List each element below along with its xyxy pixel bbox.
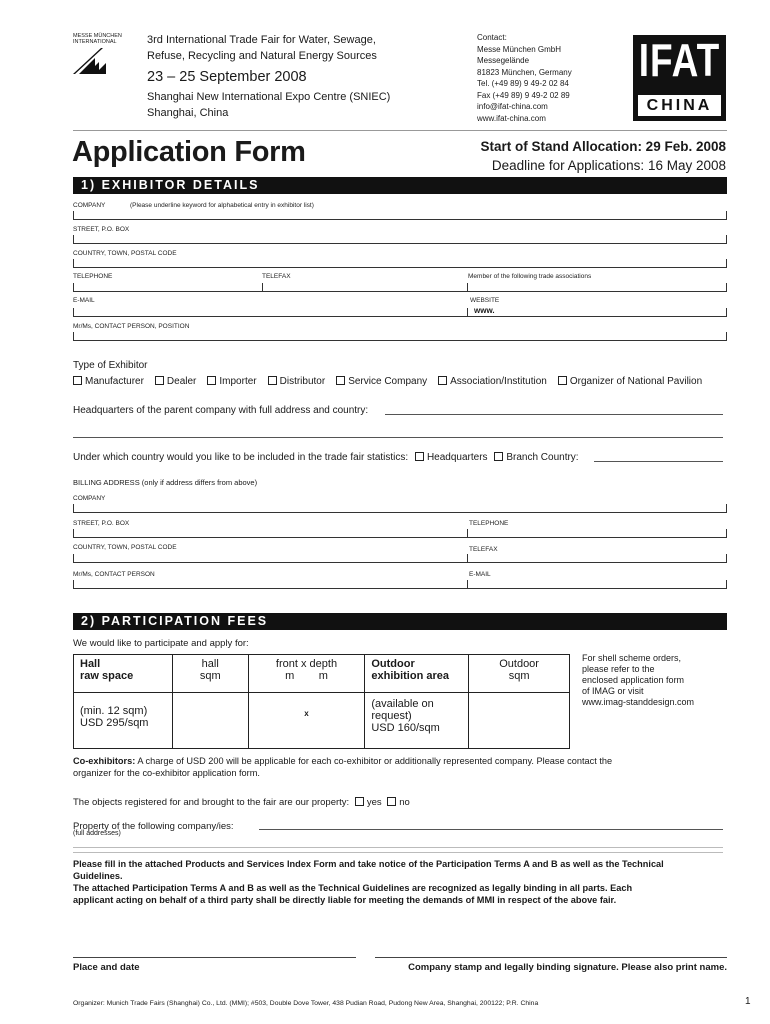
shell-note-link[interactable]: www.imag-standdesign.com <box>582 697 695 707</box>
terms-notice <box>73 858 728 906</box>
event-line1: 3rd International Trade Fair for Water, Sewage, <box>147 34 376 46</box>
messe-logo-line2: INTERNATIONAL <box>73 39 117 45</box>
street-label: STREET, P.O. BOX <box>73 226 130 233</box>
field-tick <box>262 283 263 292</box>
ifat-logo-bottom: CHINA <box>638 95 721 116</box>
application-deadline: Deadline for Applications: 16 May 2008 <box>491 158 726 173</box>
email-field[interactable] <box>73 316 727 317</box>
field-tick <box>726 504 727 513</box>
outdoor-price: USD 160/sqm <box>371 722 440 734</box>
coex-text2: organizer for the co-exhibitor application form. <box>73 768 260 778</box>
property-of-label: Property of the following company/ies: <box>73 821 234 832</box>
billing-email-label: E-MAIL <box>469 571 491 578</box>
hall-sqm-input[interactable] <box>172 693 248 749</box>
event-venue1: Shanghai New International Expo Centre (SNIEC) <box>147 91 391 103</box>
field-tick <box>726 211 727 220</box>
type-label: Organizer of National Pavilion <box>569 376 703 387</box>
website-label: WEBSITE <box>470 297 500 304</box>
shell-scheme-note <box>582 653 726 708</box>
hq-question: Headquarters of the parent company with full address and country: <box>73 405 369 416</box>
email-label: E-MAIL <box>73 297 95 304</box>
type-label: Manufacturer <box>85 376 144 387</box>
billing-telefax-label: TELEFAX <box>469 546 498 553</box>
contact-street: Messegelände <box>477 56 530 65</box>
field-tick <box>726 235 727 244</box>
telephone-label: TELEPHONE <box>73 273 113 280</box>
dims-input[interactable] <box>248 693 365 749</box>
dims-cell <box>248 655 365 693</box>
event-line2: Refuse, Recycling and Natural Energy Sources <box>147 50 377 62</box>
stats-question: Under which country would you like to be included in the trade fair statistics: <box>73 452 409 463</box>
ifat-china-logo <box>633 35 726 121</box>
field-tick <box>726 308 727 317</box>
field-tick <box>726 580 727 589</box>
field-tick <box>467 308 468 317</box>
property-question-row <box>73 797 410 808</box>
footer-organizer: Organizer: Munich Trade Fairs (Shanghai) Co., Ltd. (MMI); #503, Double Dove Tower, 438 Pudian Road, Pudong New Area, Shanghai, 200122; P.R. China <box>73 1000 539 1007</box>
exhibitor-type-heading: Type of Exhibitor <box>73 360 148 371</box>
contact-city: 81823 München, Germany <box>477 67 572 77</box>
signature-label: Company stamp and legally binding signature. Please also print name. <box>408 962 727 973</box>
outdoor-title-cell <box>365 655 469 693</box>
billing-street-field[interactable] <box>73 537 727 538</box>
outdoor-unit-cell <box>469 655 570 693</box>
property-field-2[interactable] <box>73 847 723 848</box>
billing-heading: BILLING ADDRESS (only if address differs from above) <box>73 478 258 487</box>
contact-block <box>477 32 617 124</box>
hq-field[interactable] <box>385 414 723 415</box>
field-tick <box>467 580 468 589</box>
billing-contact-label: Mr/Ms, CONTACT PERSON <box>73 571 155 578</box>
messe-logo-mark-icon <box>73 48 109 76</box>
field-tick <box>726 529 727 538</box>
field-tick <box>726 554 727 563</box>
billing-street-label: STREET, P.O. BOX <box>73 520 130 527</box>
section2-heading: 2) PARTICIPATION FEES <box>73 613 727 630</box>
place-date-field[interactable] <box>73 957 356 958</box>
event-venue2: Shanghai, China <box>147 107 229 119</box>
hall-title-cell <box>74 655 173 693</box>
telefax-label: TELEFAX <box>262 273 291 280</box>
stand-allocation: Start of Stand Allocation: 29 Feb. 2008 <box>480 139 726 154</box>
messe-logo-line1: MESSE MÜNCHEN <box>73 33 122 39</box>
company-field[interactable] <box>73 219 727 220</box>
field-tick <box>73 504 74 513</box>
field-tick <box>73 283 74 292</box>
contact-fax: Fax (+49 89) 9 49-2 02 89 <box>477 90 570 100</box>
type-option-national-pavilion[interactable] <box>558 376 702 387</box>
type-label: Dealer <box>166 376 197 387</box>
participation-intro: We would like to participate and apply for: <box>73 638 249 649</box>
hall-price: USD 295/sqm <box>80 717 149 729</box>
place-date-label: Place and date <box>73 962 140 973</box>
outdoor-sqm-input[interactable] <box>469 693 570 749</box>
checkbox-icon[interactable] <box>73 376 82 385</box>
field-tick <box>726 259 727 268</box>
hall-unit-cell <box>172 655 248 693</box>
messe-muenchen-logo <box>73 33 128 78</box>
type-option-manufacturer[interactable] <box>73 376 144 387</box>
notice-line: The attached Participation Terms A and B as well as the Technical Guidelines are recognized as legally binding in all parts. Each <box>73 883 633 893</box>
hall-title: Hall <box>80 658 101 670</box>
field-tick <box>73 308 74 317</box>
outdoor-price-cell <box>365 693 469 749</box>
type-label: Association/Institution <box>450 376 547 387</box>
field-tick <box>73 529 74 538</box>
field-tick <box>726 283 727 292</box>
property-field-3[interactable] <box>73 852 723 853</box>
hq-field-2[interactable] <box>73 437 723 438</box>
checkbox-icon[interactable] <box>387 797 396 806</box>
page-title: Application Form <box>72 136 306 168</box>
type-option-dealer[interactable] <box>155 376 196 387</box>
outdoor-unit1: Outdoor <box>499 658 539 670</box>
header-divider <box>73 130 727 131</box>
contact-tel: Tel. (+49 89) 9 49-2 02 84 <box>477 79 569 88</box>
country-label: COUNTRY, TOWN, POSTAL CODE <box>73 250 177 257</box>
stats-question-row <box>73 452 579 463</box>
company-note: (Please underline keyword for alphabetical entry in exhibitor list) <box>130 202 314 209</box>
contact-person-label: Mr/Ms, CONTACT PERSON, POSITION <box>73 323 190 330</box>
checkbox-icon[interactable] <box>155 376 164 385</box>
hall-min: (min. 12 sqm) <box>80 705 148 717</box>
hall-price-cell <box>74 693 173 749</box>
coex-label: Co-exhibitors: <box>73 756 136 766</box>
property-no: no <box>399 797 410 808</box>
contact-company: Messe München GmbH <box>477 44 562 54</box>
field-tick <box>467 529 468 538</box>
outdoor-avail1: (available on <box>371 698 434 710</box>
shell-note-line: of IMAG or visit <box>582 686 644 696</box>
notice-line: applicant acting on behalf of a third party shall be directly liable for meeting the demands of MMI in respect of the above fair. <box>73 895 617 905</box>
property-yes: yes <box>366 797 382 808</box>
stats-hq-label: Headquarters <box>426 452 488 463</box>
type-option-association[interactable] <box>438 376 547 387</box>
times-sign: x <box>304 709 309 718</box>
field-tick <box>73 332 74 341</box>
type-option-importer[interactable] <box>207 376 256 387</box>
full-addresses-note: (full addresses) <box>73 830 121 837</box>
hall-unit2: sqm <box>199 670 221 682</box>
hall-unit1: hall <box>201 658 219 670</box>
billing-telephone-label: TELEPHONE <box>469 520 509 527</box>
dims-unit-front: m <box>285 670 295 682</box>
signature-field[interactable] <box>375 957 727 958</box>
dims-label: front x depth <box>275 658 338 670</box>
checkbox-icon[interactable] <box>558 376 567 385</box>
checkbox-icon[interactable] <box>355 797 364 806</box>
website-prefix: www. <box>474 306 495 315</box>
shell-note-line: please refer to the <box>582 664 655 674</box>
checkbox-icon[interactable] <box>415 452 424 461</box>
type-option-service-company[interactable] <box>336 376 427 387</box>
contact-heading: Contact: <box>477 33 507 42</box>
field-tick <box>467 283 468 292</box>
notice-line: Guidelines. <box>73 871 123 881</box>
dims-units <box>255 670 359 682</box>
hall-subtitle: raw space <box>80 670 134 682</box>
fees-table <box>73 654 570 749</box>
co-exhibitors-note <box>73 755 733 779</box>
telephone-field[interactable] <box>73 291 727 292</box>
exhibitor-type-options <box>73 376 702 387</box>
field-tick <box>73 554 74 563</box>
ifat-logo-top: IFAT <box>638 34 721 86</box>
outdoor-title: Outdoor <box>371 658 415 670</box>
field-tick <box>726 332 727 341</box>
event-dates: 23 – 25 September 2008 <box>147 69 307 85</box>
property-question: The objects registered for and brought to the fair are our property: <box>73 797 350 808</box>
street-field[interactable] <box>73 243 727 244</box>
checkbox-icon[interactable] <box>336 376 345 385</box>
outdoor-subtitle: exhibition area <box>371 670 449 682</box>
company-label: COMPANY <box>73 202 106 209</box>
country-field[interactable] <box>73 267 727 268</box>
outdoor-unit2: sqm <box>508 670 530 682</box>
field-tick <box>73 580 74 589</box>
type-option-distributor[interactable] <box>268 376 326 387</box>
outdoor-avail2: request) <box>371 710 412 722</box>
checkbox-icon[interactable] <box>438 376 447 385</box>
associations-label: Member of the following trade associations <box>468 273 592 280</box>
stats-branch-label: Branch Country: <box>506 452 579 463</box>
field-tick <box>73 211 74 220</box>
contact-email[interactable]: info@ifat-china.com <box>477 102 548 111</box>
page-number: 1 <box>745 996 751 1007</box>
notice-line: Please fill in the attached Products and Services Index Form and take notice of the Participation Terms A and B as well as the Technical <box>73 859 664 869</box>
contact-web[interactable]: www.ifat-china.com <box>477 113 546 123</box>
shell-note-line: enclosed application form <box>582 675 685 685</box>
checkbox-icon[interactable] <box>494 452 503 461</box>
coex-text1: A charge of USD 200 will be applicable for each co-exhibitor or additionally represented company. Please contact the <box>135 756 613 766</box>
billing-company-label: COMPANY <box>73 495 106 502</box>
property-of-field[interactable] <box>259 829 723 830</box>
shell-note-line: For shell scheme orders, <box>582 653 682 663</box>
type-label: Service Company <box>348 376 428 387</box>
billing-country-label: COUNTRY, TOWN, POSTAL CODE <box>73 544 177 551</box>
event-info <box>147 32 447 121</box>
billing-contact-field[interactable] <box>73 588 727 589</box>
type-label: Importer <box>219 376 257 387</box>
billing-company-field[interactable] <box>73 512 727 513</box>
branch-country-field[interactable] <box>594 461 723 462</box>
contact-person-field[interactable] <box>73 340 727 341</box>
billing-country-field[interactable] <box>73 562 727 563</box>
coex-line1 <box>73 755 733 767</box>
section1-heading: 1) EXHIBITOR DETAILS <box>73 177 727 194</box>
field-tick <box>73 235 74 244</box>
checkbox-icon[interactable] <box>268 376 277 385</box>
type-label: Distributor <box>279 376 326 387</box>
field-tick <box>73 259 74 268</box>
checkbox-icon[interactable] <box>207 376 216 385</box>
dims-unit-depth: m <box>318 670 328 682</box>
field-tick <box>467 554 468 563</box>
